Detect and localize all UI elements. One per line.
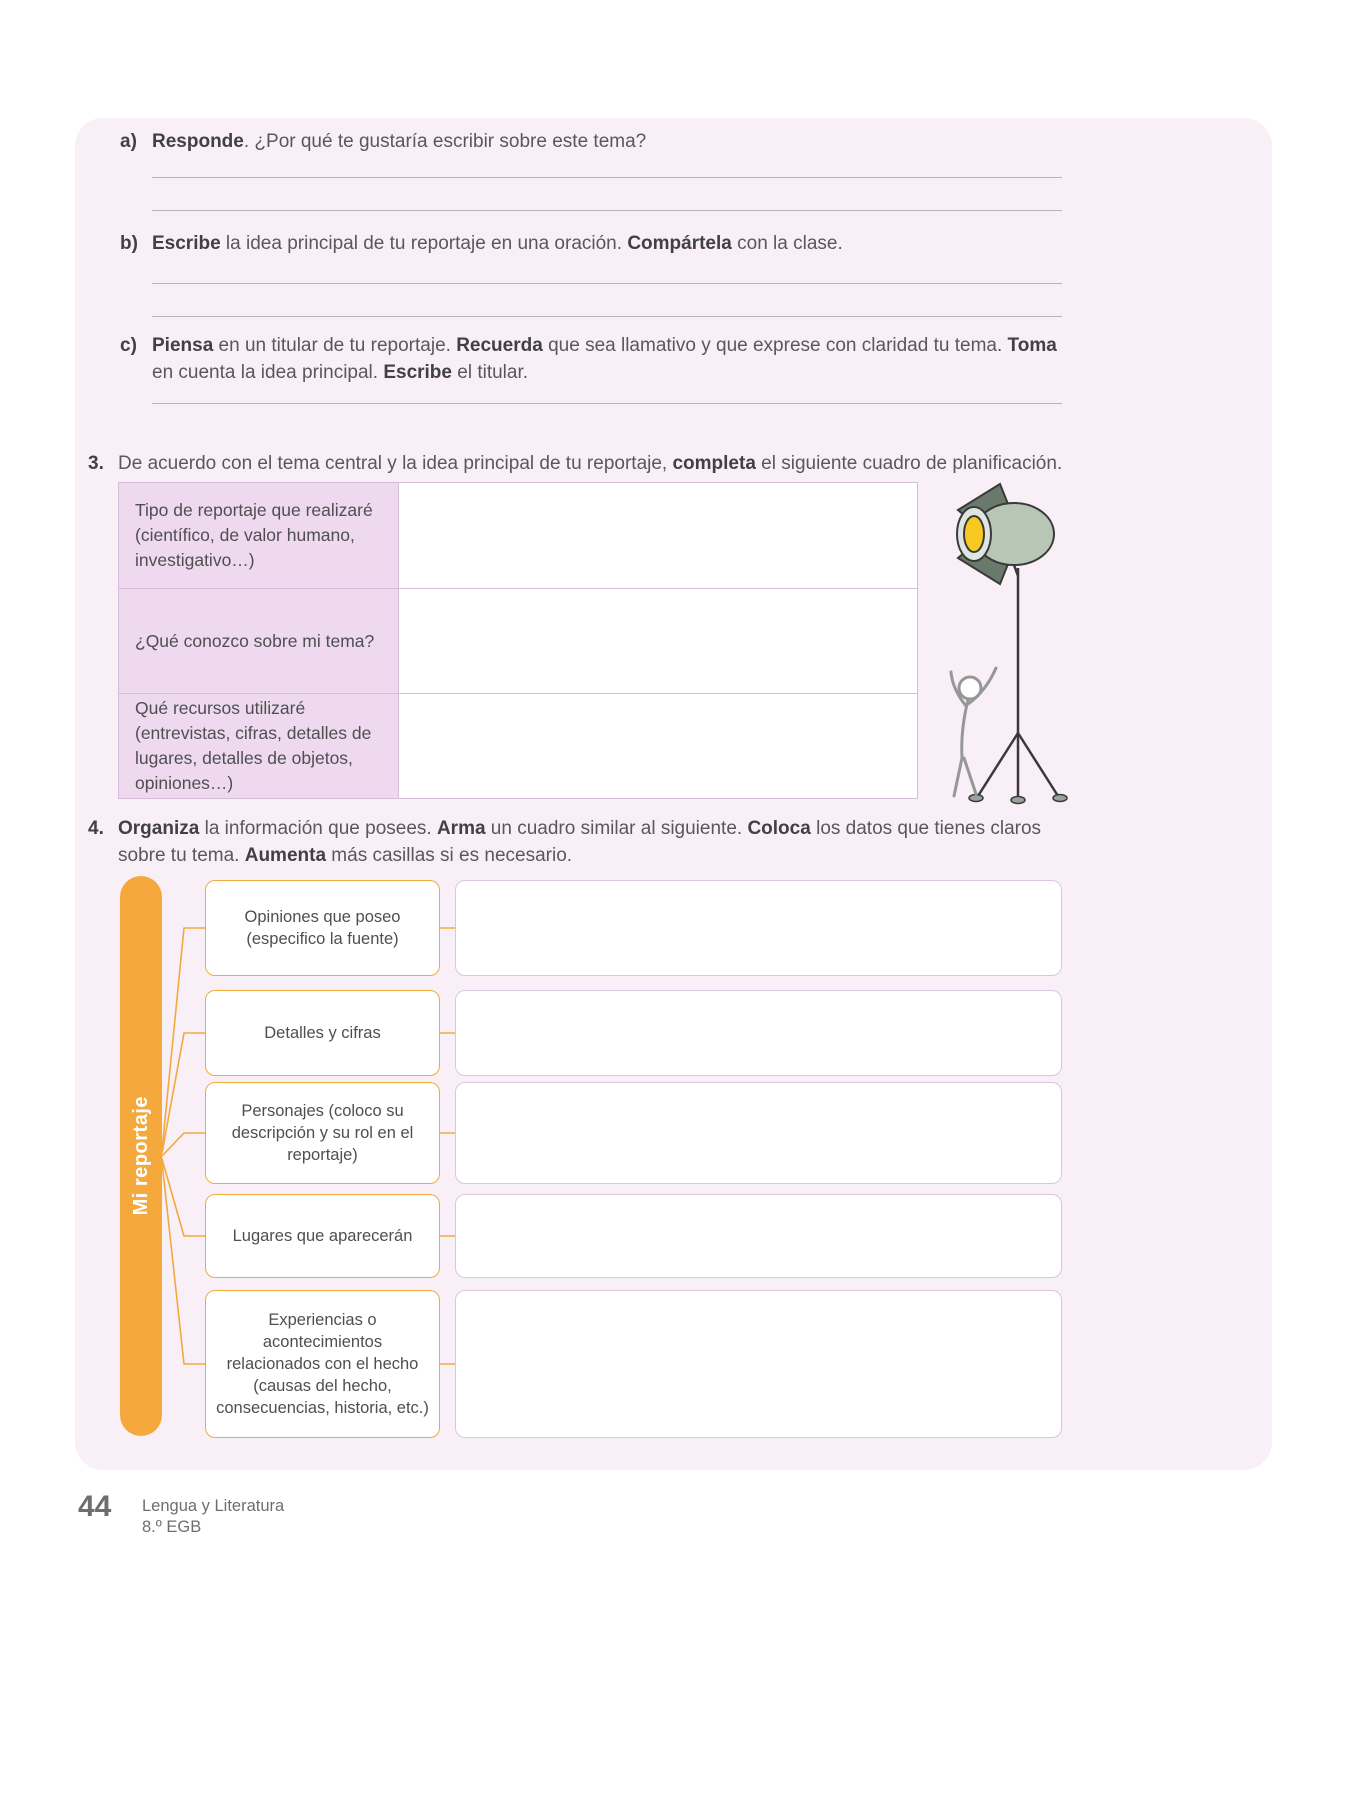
answer-line [152, 177, 1062, 178]
answer-line [152, 403, 1062, 404]
item-b-text: Escribe la idea principal de tu reportaje en una oración. Compártela con la clase. [152, 233, 843, 254]
item-4-label: 4. [88, 818, 104, 839]
table-row-value [399, 694, 917, 798]
answer-line [152, 210, 1062, 211]
item-3-label: 3. [88, 453, 104, 474]
table-row-label: ¿Qué conozco sobre mi tema? [119, 589, 399, 693]
item-a-text: Responde. ¿Por qué te gustaría escribir sobre este tema? [152, 131, 647, 152]
page-number: 44 [78, 1490, 112, 1523]
planning-table [118, 482, 918, 799]
table-row-label: Tipo de reportaje que realizaré (científico, de valor humano, investigativo…) [119, 483, 399, 588]
diagram-node-personajes: Personajes (coloco su descripción y su rol en el reportaje) [205, 1082, 440, 1184]
diagram-answer-box [455, 1082, 1062, 1184]
diagram-node-detalles: Detalles y cifras [205, 990, 440, 1076]
diagram-answer-box [455, 990, 1062, 1076]
table-row [119, 588, 917, 693]
diagram-node-opiniones: Opiniones que poseo (especifico la fuente) [205, 880, 440, 976]
item-4-text: Organiza la información que posees. Arma un cuadro similar al siguiente. Coloca los datos que tienes claros sobre tu tema. Aumenta más casillas si es necesario. [118, 818, 1042, 866]
item-c-text: Piensa en un titular de tu reportaje. Recuerda que sea llamativo y que exprese con claridad tu tema. Toma en cuenta la idea principal. Escribe el titular. [152, 335, 1057, 383]
table-row [119, 483, 917, 588]
diagram-node-experiencias: Experiencias o acontecimientos relacionados con el hecho (causas del hecho, consecuencias, historia, etc.) [205, 1290, 440, 1438]
diagram-root-label: Mi reportaje [129, 1096, 152, 1216]
item-c-label: c) [120, 335, 137, 356]
footer-grade: 8.º EGB [142, 1518, 202, 1536]
diagram-node-lugares: Lugares que aparecerán [205, 1194, 440, 1278]
footer-subject: Lengua y Literatura [142, 1497, 285, 1515]
diagram-answer-box [455, 1194, 1062, 1278]
item-a-label: a) [120, 131, 137, 152]
diagram-root-mi-reportaje [120, 876, 162, 1436]
diagram-answer-box [455, 880, 1062, 976]
table-row-value [399, 589, 917, 693]
spotlight-illustration [918, 478, 1088, 808]
table-row [119, 693, 917, 798]
item-b-label: b) [120, 233, 138, 254]
diagram-answer-box [455, 1290, 1062, 1438]
table-row-value [399, 483, 917, 588]
table-row-label: Qué recursos utilizaré (entrevistas, cifras, detalles de lugares, detalles de objetos, opiniones…) [119, 694, 399, 798]
answer-line [152, 316, 1062, 317]
answer-line [152, 283, 1062, 284]
item-3-text: De acuerdo con el tema central y la idea principal de tu reportaje, completa el siguiente cuadro de planificación. [118, 453, 1063, 474]
